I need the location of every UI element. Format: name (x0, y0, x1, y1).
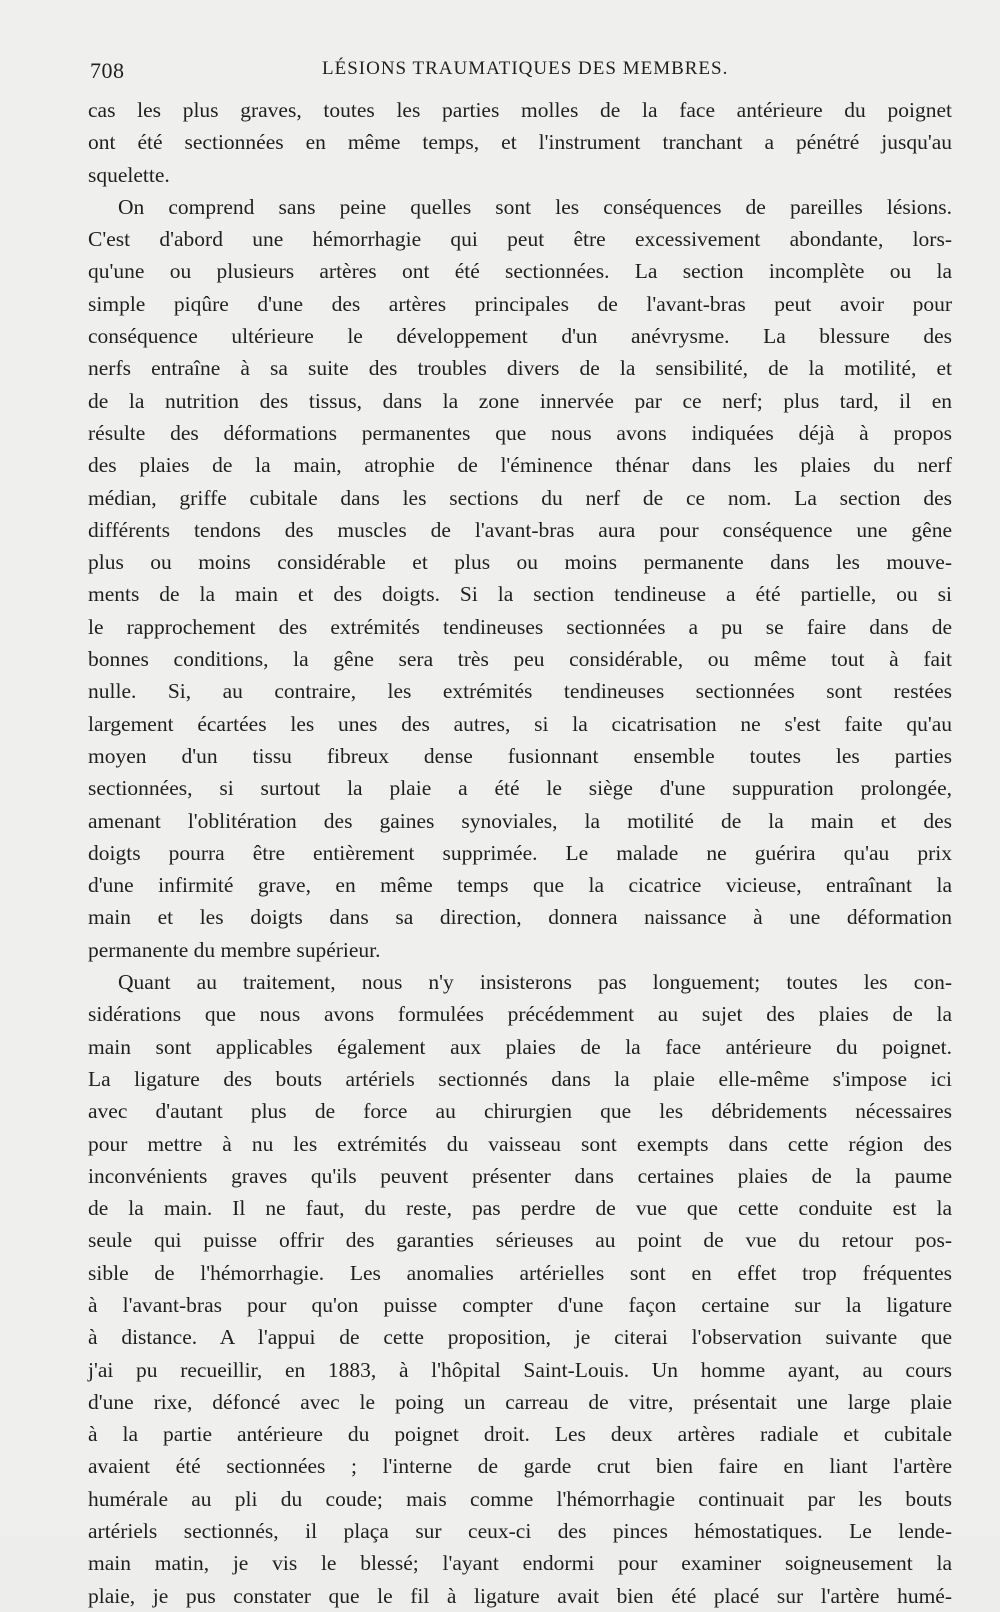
text-line: d'une infirmité grave, en même temps que la cicatrice vicieuse, entraînant la (88, 873, 952, 898)
text-line: Quant au traitement, nous n'y insisterons pas longuement; toutes les con- (118, 970, 952, 995)
text-line: On comprend sans peine quelles sont les conséquences de pareilles lésions. (118, 194, 952, 219)
text-line: médian, griffe cubitale dans les sections du nerf de ce nom. La section des (88, 485, 952, 510)
text-line: La ligature des bouts artériels sectionnés dans la plaie elle-même s'impose ici (88, 1066, 952, 1091)
text-line: seule qui puisse offrir des garanties sérieuses au point de vue du retour pos- (88, 1228, 952, 1253)
text-line: nerfs entraîne à sa suite des troubles divers de la sensibilité, de la motilité, et (88, 356, 952, 381)
text-line: sidérations que nous avons formulées précédemment au sujet des plaies de la (88, 1002, 952, 1027)
paragraph-2 (88, 191, 952, 966)
text-line: le rapprochement des extrémités tendineuses sectionnées a pu se faire dans de (88, 614, 952, 639)
text-line: d'une rixe, défoncé avec le poing un carreau de vitre, présentait une large plaie (88, 1389, 952, 1414)
text-line: bonnes conditions, la gêne sera très peu considérable, ou même tout à fait (88, 647, 952, 672)
text-line: humérale au pli du coude; mais comme l'hémorrhagie continuait par les bouts (88, 1486, 952, 1511)
text-line: des plaies de la main, atrophie de l'éminence thénar dans les plaies du nerf (88, 453, 952, 478)
text-line: conséquence ultérieure le développement d'un anévrysme. La blessure des (88, 324, 952, 349)
text-line: main matin, je vis le blessé; l'ayant endormi pour examiner soigneusement la (88, 1551, 952, 1576)
text-line: différents tendons des muscles de l'avant-bras aura pour conséquence une gêne (88, 517, 952, 542)
text-line: main et les doigts dans sa direction, donnera naissance à une déformation (88, 905, 952, 930)
text-line: amenant l'oblitération des gaines synoviales, la motilité de la main et des (88, 808, 952, 833)
text-line: cas les plus graves, toutes les parties molles de la face antérieure du poignet (88, 98, 952, 122)
text-line: à l'avant-bras pour qu'on puisse compter d'une façon certaine sur la ligature (88, 1292, 952, 1317)
text-line: plaie, je pus constater que le fil à ligature avait bien été placé sur l'artère humé- (88, 1583, 952, 1608)
text-line: plus ou moins considérable et plus ou moins permanente dans les mouve- (88, 550, 952, 575)
running-title: LÉSIONS TRAUMATIQUES DES MEMBRES. (322, 58, 729, 79)
page-header (90, 58, 950, 88)
text-line: avaient été sectionnées ; l'interne de garde crut bien faire en liant l'artère (88, 1454, 952, 1479)
text-line: nulle. Si, au contraire, les extrémités tendineuses sectionnées sont restées (88, 679, 952, 704)
text-line: pour mettre à nu les extrémités du vaisseau sont exempts dans cette région des (88, 1131, 952, 1156)
text-line: j'ai pu recueillir, en 1883, à l'hôpital Saint-Louis. Un homme ayant, au cours (88, 1357, 952, 1382)
text-line: inconvénients graves qu'ils peuvent présenter dans certaines plaies de la paume (88, 1163, 952, 1188)
text-line: sible de l'hémorrhagie. Les anomalies artérielles sont en effet trop fréquentes (88, 1260, 952, 1285)
text-line: largement écartées les unes des autres, si la cicatrisation ne s'est faite qu'au (88, 711, 952, 736)
text-line: squelette. (88, 162, 170, 187)
text-line: ont été sectionnées en même temps, et l'instrument tranchant a pénétré jusqu'au (88, 130, 952, 155)
text-line: sectionnées, si surtout la plaie a été le siège d'une suppuration prolongée, (88, 776, 952, 801)
paragraph-3 (88, 966, 952, 1612)
text-line: main sont applicables également aux plaies de la face antérieure du poignet. (88, 1034, 952, 1059)
text-line: à la partie antérieure du poignet droit. Les deux artères radiale et cubitale (88, 1422, 952, 1447)
text-line: de la main. Il ne faut, du reste, pas perdre de vue que cette conduite est la (88, 1196, 952, 1221)
text-line: simple piqûre d'une des artères principales de l'avant-bras peut avoir pour (88, 291, 952, 316)
page-number: 708 (90, 58, 125, 83)
text-line: artériels sectionnés, il plaça sur ceux-ci des pinces hémostatiques. Le lende- (88, 1519, 952, 1544)
text-line: permanente du membre supérieur. (88, 937, 381, 962)
body-text (88, 94, 952, 1612)
text-line: ments de la main et des doigts. Si la section tendineuse a été partielle, ou si (88, 582, 952, 607)
text-line: doigts pourra être entièrement supprimée. Le malade ne guérira qu'au prix (88, 840, 952, 865)
text-line: de la nutrition des tissus, dans la zone innervée par ce nerf; plus tard, il en (88, 388, 952, 413)
text-line: C'est d'abord une hémorrhagie qui peut être excessivement abondante, lors- (88, 227, 952, 252)
text-line: qu'une ou plusieurs artères ont été sectionnées. La section incomplète ou la (88, 259, 952, 284)
text-line: à distance. A l'appui de cette proposition, je citerai l'observation suivante que (88, 1325, 952, 1350)
text-line: avec d'autant plus de force au chirurgien que les débridements nécessaires (88, 1099, 952, 1124)
text-line: résulte des déformations permanentes que nous avons indiquées déjà à propos (88, 420, 952, 445)
text-line: moyen d'un tissu fibreux dense fusionnant ensemble toutes les parties (88, 743, 952, 768)
paragraph-1 (88, 94, 952, 191)
